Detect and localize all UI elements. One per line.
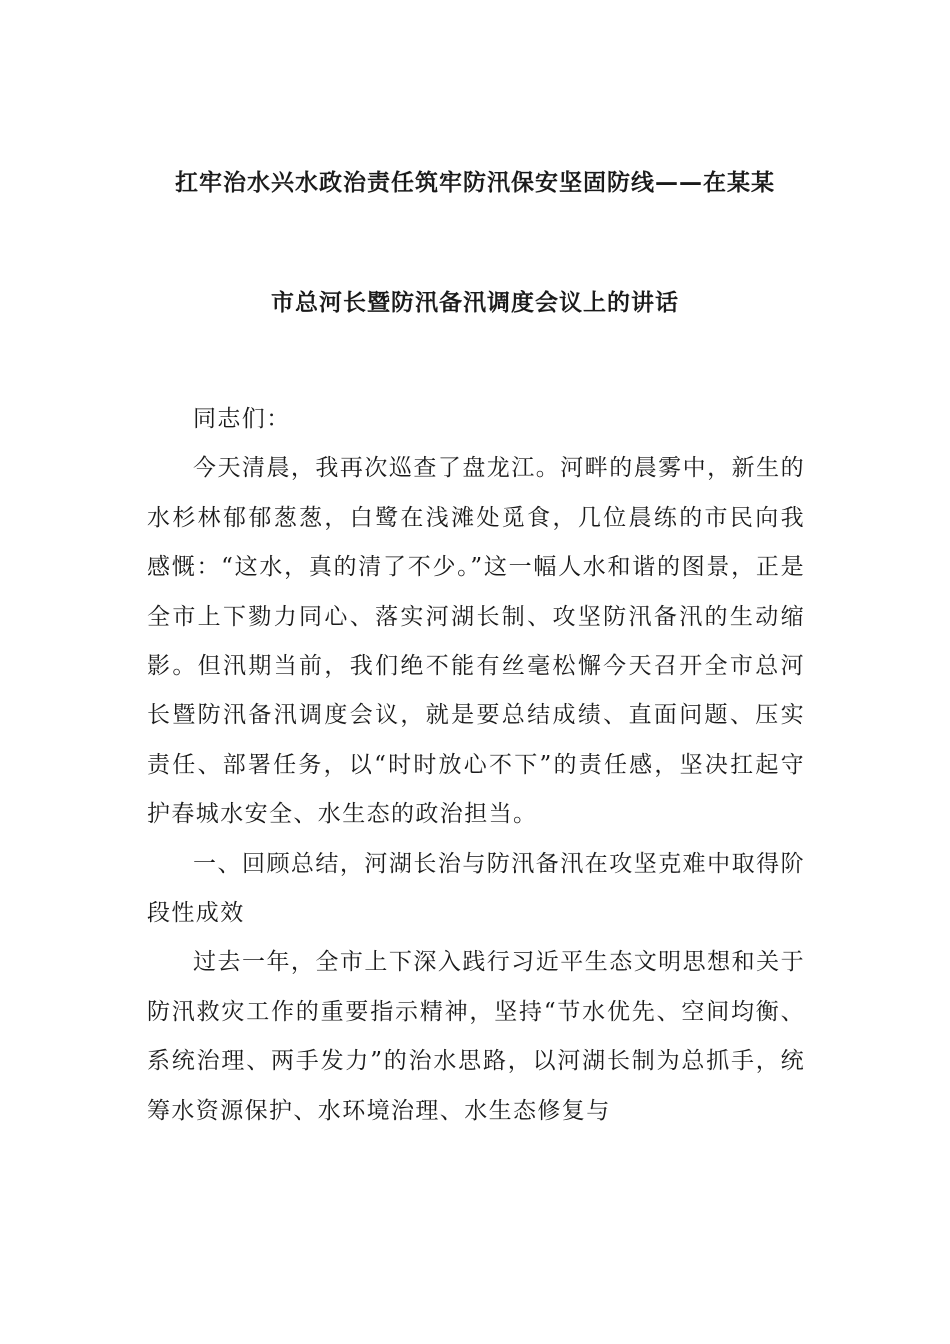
salutation: 同志们： bbox=[193, 406, 291, 432]
paragraph-opening: 今天清晨，我再次巡查了盘龙江。河畔的晨雾中，新生的水杉林郁郁葱葱，白鹭在浅滩处觅食，几位晨练的市民向我感慨：“这水，真的清了不少。”这一幅人水和谐的图景，正是全市上下勠力同心、落实河湖长制、攻坚防汛备汛的生动缩影。但汛期当前，我们绝不能有丝毫松懈今天召开全市总河长暨防汛备汛调度会议，就是要总结成绩、直面问题、压实责任、部署任务，以“时时放心不下”的责任感，坚决扛起守护春城水安全、水生态的政治担当。 bbox=[147, 455, 805, 828]
section-heading-1: 一、回顾总结，河湖长治与防汛备汛在攻坚克难中取得阶段性成效 bbox=[147, 850, 805, 927]
paragraph-review: 过去一年，全市上下深入践行习近平生态文明思想和关于防汛救灾工作的重要指示精神，坚持“节水优先、空间均衡、系统治理、两手发力”的治水思路，以河湖长制为总抓手，统筹水资源保护、水环境治理、水生态修复与 bbox=[147, 949, 805, 1124]
document-title-line-2: 市总河长暨防汛备汛调度会议上的讲话 bbox=[271, 290, 679, 316]
document-body bbox=[147, 395, 805, 1136]
document-title-line-1: 扛牢治水兴水政治责任筑牢防汛保安坚固防线——在某某 bbox=[175, 170, 775, 196]
